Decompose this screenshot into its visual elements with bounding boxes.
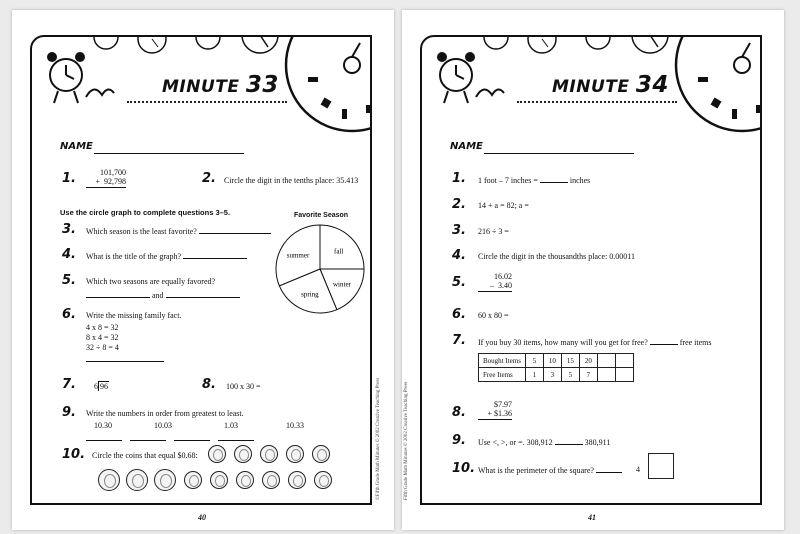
q4-number: 4. bbox=[62, 247, 76, 262]
q6-text: Write the missing family fact. bbox=[86, 311, 182, 320]
q5-subtraction: 16.02 – 3.40 bbox=[478, 272, 512, 292]
worksheet-page-right bbox=[402, 10, 784, 530]
table-row bbox=[479, 368, 634, 382]
q10-number: 10. bbox=[452, 461, 476, 476]
q9-answer-blank-4[interactable] bbox=[218, 433, 254, 441]
q9-answer-blank-1[interactable] bbox=[86, 433, 122, 441]
q9-row: Use <, >, or =. 308,912 380,911 bbox=[478, 438, 611, 447]
chart-title: Favorite Season bbox=[294, 212, 349, 219]
q4-number: 4. bbox=[452, 248, 466, 263]
q10-text: Circle the coins that equal $0.68: bbox=[92, 451, 198, 460]
name-field[interactable] bbox=[484, 153, 634, 154]
q3-number: 3. bbox=[452, 223, 466, 238]
q8-addition: $7.97 + $1.36 bbox=[478, 400, 512, 420]
q9-number-2: 10.03 bbox=[154, 421, 172, 430]
clock-row-icon bbox=[92, 35, 292, 57]
minute-title: MINUTE 33 bbox=[162, 72, 279, 98]
pie-label-spring: spring bbox=[301, 290, 319, 299]
table-cell: 7 bbox=[579, 368, 597, 382]
coin-quarter[interactable] bbox=[312, 445, 330, 463]
q9-number-1: 10.30 bbox=[94, 421, 112, 430]
q9-answer-blank-2[interactable] bbox=[130, 433, 166, 441]
q2-number: 2. bbox=[202, 171, 216, 186]
q9-number-3: 1.03 bbox=[224, 421, 238, 430]
q6-text: 60 x 80 = bbox=[478, 311, 509, 320]
q9-text: Write the numbers in order from greatest to least. bbox=[86, 409, 244, 418]
coin-nickel[interactable] bbox=[184, 471, 202, 489]
q2-text: Circle the digit in the tenths place: 35.413 bbox=[224, 176, 359, 185]
square-shape bbox=[648, 453, 674, 479]
table-row bbox=[479, 354, 634, 368]
q5-number: 5. bbox=[62, 273, 76, 288]
q5-answer-blank-2[interactable] bbox=[166, 290, 240, 298]
favorite-season-pie-chart bbox=[272, 221, 368, 317]
q6-answer-row bbox=[86, 354, 164, 365]
instruction-text: Use the circle graph to complete questions 3–5. bbox=[60, 208, 231, 217]
q1-number: 1. bbox=[452, 171, 466, 186]
pie-label-fall: fall bbox=[334, 247, 344, 256]
q9-answer-blank[interactable] bbox=[555, 437, 583, 445]
q5-answer-blank-1[interactable] bbox=[86, 290, 150, 298]
table-cell: 5 bbox=[561, 368, 579, 382]
q8-number: 8. bbox=[452, 405, 466, 420]
name-label: NAME bbox=[60, 141, 93, 152]
coin-nickel[interactable] bbox=[262, 471, 280, 489]
q3-text: 216 ÷ 3 = bbox=[478, 227, 509, 236]
q5-answer-row: and bbox=[86, 290, 240, 301]
coin-quarter[interactable] bbox=[234, 445, 252, 463]
large-clock-icon bbox=[280, 35, 372, 137]
q7-number: 7. bbox=[452, 333, 466, 348]
coin-nickel[interactable] bbox=[236, 471, 254, 489]
coin-quarter[interactable] bbox=[286, 445, 304, 463]
q2-number: 2. bbox=[452, 197, 466, 212]
worksheet-frame bbox=[30, 35, 372, 505]
worksheet-page-left bbox=[12, 10, 394, 530]
title-underline bbox=[517, 101, 677, 103]
q10-number: 10. bbox=[62, 447, 86, 462]
page-number: 40 bbox=[198, 513, 206, 522]
coin-quarter[interactable] bbox=[208, 445, 226, 463]
q7-division: 6 96 bbox=[94, 382, 108, 391]
q4-row: What is the title of the graph? bbox=[86, 251, 247, 262]
coin-nickel[interactable] bbox=[288, 471, 306, 489]
q7-row: If you buy 30 items, how many will you get for free? free items bbox=[478, 338, 712, 347]
page-number: 41 bbox=[588, 513, 596, 522]
table-cell: 10 bbox=[543, 354, 561, 368]
table-cell: 3 bbox=[543, 368, 561, 382]
table-cell: Free Items bbox=[479, 368, 526, 382]
pie-label-winter: winter bbox=[333, 280, 351, 289]
table-cell[interactable] bbox=[615, 354, 633, 368]
q7-number: 7. bbox=[62, 377, 76, 392]
q8-number: 8. bbox=[202, 377, 216, 392]
q1-addition: 101,700 + 92,798 bbox=[86, 168, 126, 188]
coin-half-dollar[interactable] bbox=[126, 469, 148, 491]
table-cell[interactable] bbox=[597, 354, 615, 368]
name-label: NAME bbox=[450, 141, 483, 152]
worksheet-frame bbox=[420, 35, 762, 505]
q10-row: What is the perimeter of the square? bbox=[478, 465, 622, 476]
q4-answer-blank[interactable] bbox=[183, 251, 247, 259]
copyright-sidebar: ©Fifth Grade Math Minutes © 2002 Creative Teaching Press bbox=[376, 377, 381, 500]
q5-number: 5. bbox=[452, 275, 466, 290]
copyright-sidebar: Fifth Grade Math Minutes © 2002 Creative Teaching Press bbox=[404, 381, 409, 500]
square-side-label: 4 bbox=[636, 465, 640, 474]
coin-half-dollar[interactable] bbox=[154, 469, 176, 491]
q8-text: 100 x 30 = bbox=[226, 382, 261, 391]
coin-nickel[interactable] bbox=[314, 471, 332, 489]
q6-answer-blank[interactable] bbox=[86, 354, 164, 362]
name-field[interactable] bbox=[94, 153, 244, 154]
q6-number: 6. bbox=[62, 307, 76, 322]
table-cell[interactable] bbox=[615, 368, 633, 382]
q9-answer-blank-3[interactable] bbox=[174, 433, 210, 441]
coin-quarter[interactable] bbox=[260, 445, 278, 463]
q6-fact-2: 8 x 4 = 32 bbox=[86, 333, 119, 342]
minute-title: MINUTE 34 bbox=[552, 72, 669, 98]
q6-fact-3: 32 ÷ 8 = 4 bbox=[86, 343, 119, 352]
large-clock-icon bbox=[670, 35, 762, 137]
q9-number: 9. bbox=[452, 433, 466, 448]
table-cell[interactable] bbox=[597, 368, 615, 382]
table-cell: Bought Items bbox=[479, 354, 526, 368]
function-table bbox=[478, 353, 634, 382]
q3-answer-blank[interactable] bbox=[199, 226, 271, 234]
q1-answer-blank[interactable] bbox=[540, 175, 568, 183]
q6-fact-1: 4 x 8 = 32 bbox=[86, 323, 119, 332]
q6-number: 6. bbox=[452, 307, 466, 322]
q3-row: Which season is the least favorite? bbox=[86, 226, 271, 237]
q9-answer-row bbox=[86, 433, 254, 444]
table-cell: 5 bbox=[525, 354, 543, 368]
q1-row: 1 foot – 7 inches = inches bbox=[478, 176, 591, 185]
q2-text: 14 + a = 82; a = bbox=[478, 201, 529, 210]
q5-text: Which two seasons are equally favored? bbox=[86, 277, 216, 286]
q10-answer-blank[interactable] bbox=[596, 465, 622, 473]
table-cell: 20 bbox=[579, 354, 597, 368]
q4-text: Circle the digit in the thousandths place: 0.00011 bbox=[478, 252, 636, 261]
clock-row-icon bbox=[482, 35, 682, 57]
pie-label-summer: summer bbox=[286, 251, 310, 260]
q3-number: 3. bbox=[62, 222, 76, 237]
title-underline bbox=[127, 101, 287, 103]
table-cell: 1 bbox=[525, 368, 543, 382]
table-cell: 15 bbox=[561, 354, 579, 368]
q7-answer-blank[interactable] bbox=[650, 337, 678, 345]
coin-half-dollar[interactable] bbox=[98, 469, 120, 491]
coin-nickel[interactable] bbox=[210, 471, 228, 489]
q9-number: 9. bbox=[62, 405, 76, 420]
q9-number-4: 10.33 bbox=[286, 421, 304, 430]
q1-number: 1. bbox=[62, 171, 76, 186]
